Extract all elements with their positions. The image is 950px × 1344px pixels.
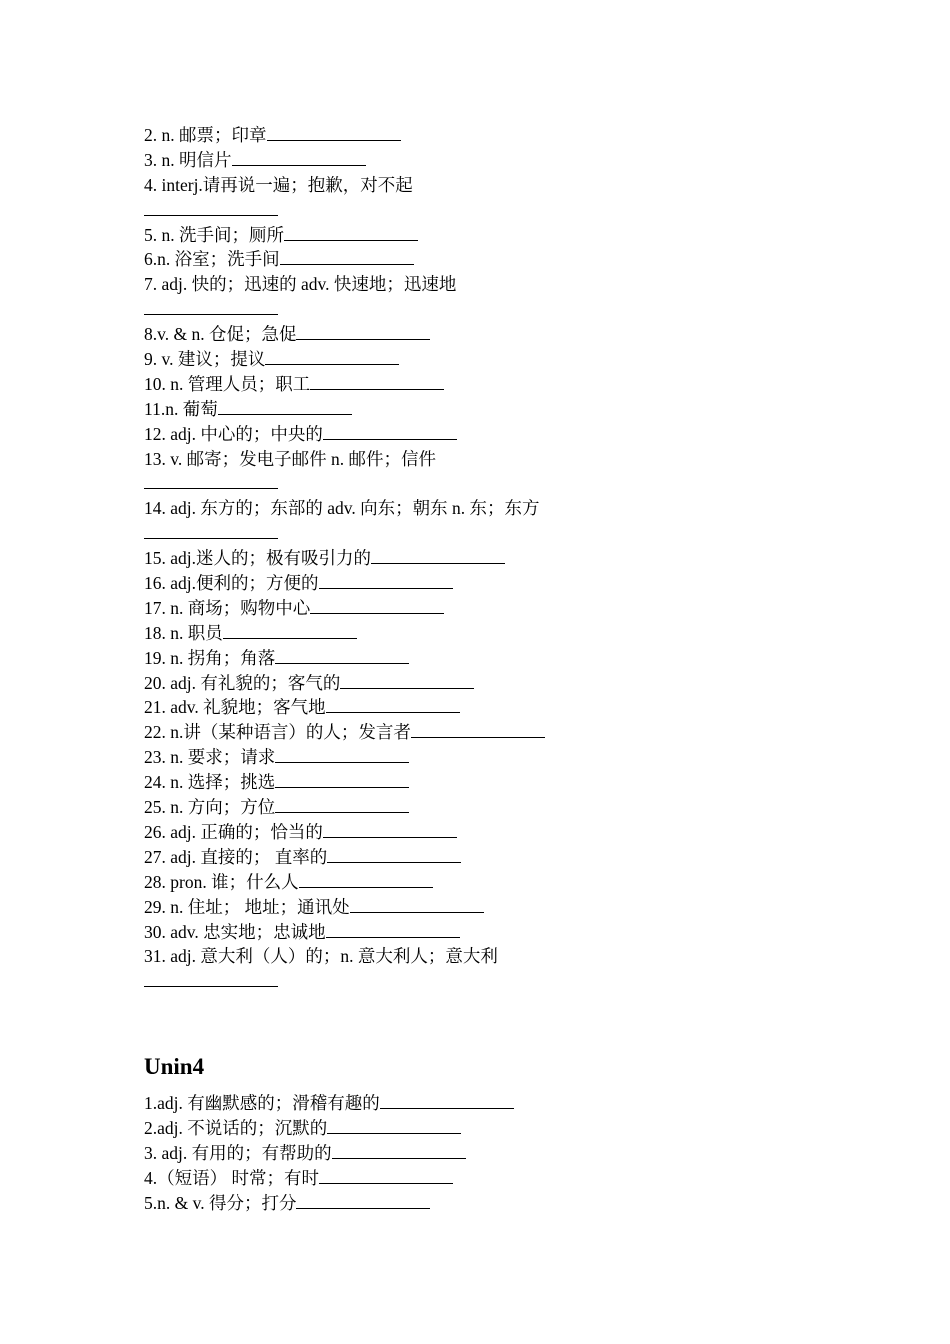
answer-blank[interactable] [275,770,409,788]
answer-blank[interactable] [323,820,457,838]
vocab-definition: 14. adj. 东方的；东部的 adv. 向东；朝东 n. 东；东方 [144,498,540,519]
answer-blank[interactable] [310,596,444,614]
vocab-item [144,820,844,845]
answer-blank[interactable] [265,347,399,365]
answer-blank-line [144,198,844,223]
worksheet-page [144,123,844,1216]
answer-blank[interactable] [267,123,401,141]
answer-blank[interactable] [299,870,433,888]
answer-blank[interactable] [310,372,444,390]
vocab-definition: 20. adj. 有礼貌的；客气的 [144,672,341,693]
answer-blank[interactable] [323,422,457,440]
vocab-definition: 1.adj. 有幽默感的；滑稽有趣的 [144,1093,380,1114]
answer-blank[interactable] [275,745,409,763]
answer-blank-line [144,471,844,496]
vocab-definition: 27. adj. 直接的； 直率的 [144,846,328,867]
vocab-definition: 11.n. 葡萄 [144,398,218,419]
vocab-definition: 18. n. 职员 [144,622,223,643]
vocab-item [144,695,844,720]
vocab-item [144,322,844,347]
answer-blank[interactable] [275,795,409,813]
answer-blank[interactable] [218,397,352,415]
answer-blank[interactable] [144,969,278,987]
vocab-definition: 10. n. 管理人员；职工 [144,373,311,394]
vocab-item [144,1141,844,1166]
vocab-item [144,223,844,248]
vocab-definition: 4.（短语） 时常；有时 [144,1168,319,1189]
vocab-item [144,646,844,671]
vocab-item [144,596,844,621]
answer-blank[interactable] [223,621,357,639]
vocab-item [144,123,844,148]
vocab-item [144,422,844,447]
answer-blank[interactable] [340,671,474,689]
unit4-heading: Unin4 [144,1054,205,1080]
answer-blank[interactable] [144,297,278,315]
vocab-definition: 25. n. 方向；方位 [144,797,276,818]
vocab-definition: 6.n. 浴室；洗手间 [144,249,280,270]
vocab-item [144,347,844,372]
vocab-definition: 3. n. 明信片 [144,149,232,170]
vocab-definition: 7. adj. 快的；迅速的 adv. 快速地；迅速地 [144,274,457,295]
vocab-item [144,745,844,770]
answer-blank[interactable] [284,223,418,241]
vocab-definition: 9. v. 建议；提议 [144,349,266,370]
vocab-item [144,247,844,272]
vocab-definition: 16. adj.便利的；方便的 [144,573,319,594]
vocab-definition: 30. adv. 忠实地；忠诚地 [144,921,326,942]
vocab-definition: 29. n. 住址； 地址；通讯处 [144,896,350,917]
answer-blank[interactable] [144,198,278,216]
vocab-definition: 2. n. 邮票；印章 [144,125,267,145]
vocab-definition: 8.v. & n. 仓促；急促 [144,324,297,345]
answer-blank-line [144,521,844,546]
answer-blank[interactable] [319,571,453,589]
answer-blank[interactable] [296,1191,430,1209]
answer-blank-line [144,297,844,322]
vocab-item [144,1191,844,1216]
answer-blank[interactable] [280,247,414,265]
answer-blank[interactable] [380,1091,514,1109]
answer-blank[interactable] [326,920,460,938]
vocab-item [144,920,844,945]
vocab-definition: 5. n. 洗手间；厕所 [144,224,284,245]
answer-blank[interactable] [411,720,545,738]
vocab-definition: 19. n. 拐角；角落 [144,647,276,668]
vocab-item [144,173,844,198]
vocab-item [144,496,844,521]
vocab-item [144,1116,844,1141]
vocab-item [144,770,844,795]
vocab-definition: 13. v. 邮寄；发电子邮件 n. 邮件；信件 [144,448,436,469]
vocab-definition: 3. adj. 有用的；有帮助的 [144,1143,332,1164]
vocab-item [144,447,844,472]
vocab-item [144,845,844,870]
vocab-item [144,795,844,820]
vocab-item [144,148,844,173]
answer-blank[interactable] [275,646,409,664]
unit3-vocabulary-list [144,123,844,994]
vocab-item [144,571,844,596]
vocab-definition: 12. adj. 中心的；中央的 [144,423,323,444]
vocab-definition: 5.n. & v. 得分；打分 [144,1193,297,1214]
vocab-item [144,372,844,397]
vocab-item [144,671,844,696]
answer-blank[interactable] [296,322,430,340]
answer-blank[interactable] [326,695,460,713]
vocab-item [144,944,844,969]
vocab-item [144,546,844,571]
vocab-item [144,272,844,297]
vocab-definition: 23. n. 要求；请求 [144,747,276,768]
answer-blank[interactable] [144,521,278,539]
vocab-definition: 26. adj. 正确的；恰当的 [144,821,323,842]
vocab-item [144,720,844,745]
vocab-item [144,1091,844,1116]
answer-blank[interactable] [232,148,366,166]
answer-blank[interactable] [327,845,461,863]
vocab-definition: 2.adj. 不说话的；沉默的 [144,1118,328,1139]
vocab-definition: 4. interj.请再说一遍；抱歉，对不起 [144,174,413,195]
vocab-definition: 31. adj. 意大利（人）的；n. 意大利人；意大利 [144,946,498,967]
answer-blank[interactable] [319,1166,453,1184]
answer-blank[interactable] [371,546,505,564]
vocab-definition: 22. n.讲（某种语言）的人；发言者 [144,722,411,743]
answer-blank[interactable] [144,471,278,489]
vocab-definition: 24. n. 选择；挑选 [144,772,276,793]
answer-blank[interactable] [332,1141,466,1159]
unit4-vocabulary-list [144,1091,844,1216]
vocab-item [144,895,844,920]
vocab-item [144,621,844,646]
vocab-item [144,870,844,895]
vocab-item [144,1166,844,1191]
vocab-item [144,397,844,422]
vocab-definition: 28. pron. 谁；什么人 [144,871,299,892]
answer-blank[interactable] [350,895,484,913]
vocab-definition: 17. n. 商场；购物中心 [144,597,311,618]
answer-blank[interactable] [327,1116,461,1134]
vocab-definition: 15. adj.迷人的；极有吸引力的 [144,548,372,569]
answer-blank-line [144,969,844,994]
vocab-definition: 21. adv. 礼貌地；客气地 [144,697,326,718]
